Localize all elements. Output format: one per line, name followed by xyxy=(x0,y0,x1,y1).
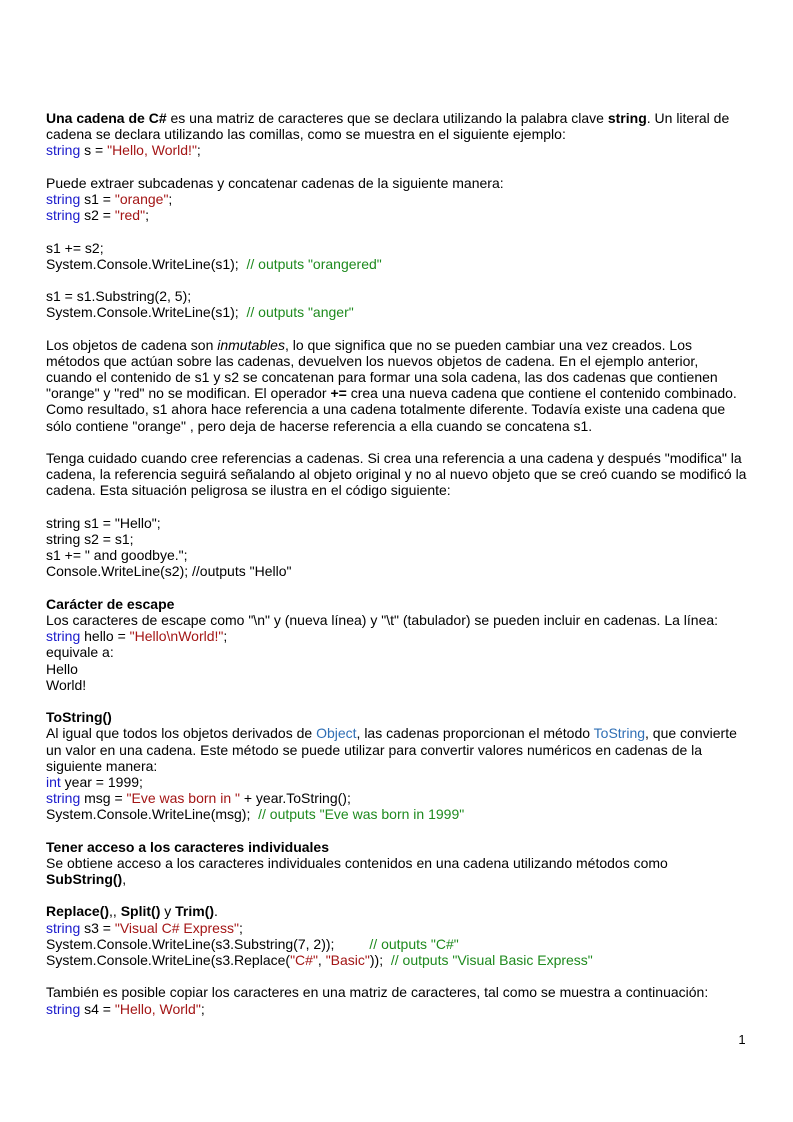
code-line xyxy=(46,806,748,822)
code-line xyxy=(46,1001,748,1017)
object-link[interactable]: Object xyxy=(316,725,357,742)
method-separator: . xyxy=(214,903,218,920)
code-text: ; xyxy=(196,142,201,159)
intro-text-2: . Un literal de cadena se declara utilizando las comillas, como se muestra en el siguiente ejemplo: xyxy=(46,110,730,143)
code-keyword: string xyxy=(46,790,81,807)
code-line: string s1 = "Hello"; xyxy=(46,514,161,531)
code-comment: // outputs "Eve was born in 1999" xyxy=(258,806,465,823)
code-string: "Eve was born in " xyxy=(126,790,240,807)
access-text: Se obtiene acceso a los caracteres individuales contenidos en una cadena utilizando métodos como xyxy=(46,854,668,871)
method-replace: Replace() xyxy=(46,903,110,920)
escape-heading: Carácter de escape xyxy=(46,595,175,612)
escape-equiv: equivale a: xyxy=(46,644,114,661)
code-text: )); xyxy=(369,951,391,968)
code-line: s1 = s1.Substring(2, 5); xyxy=(46,288,192,305)
code-string: "Visual C# Express" xyxy=(114,919,239,936)
code-line xyxy=(46,936,748,952)
intro-text-1: es una matriz de caracteres que se declara utilizando la palabra clave xyxy=(166,110,608,126)
code-line xyxy=(46,142,748,158)
access-heading: Tener acceso a los caracteres individuales xyxy=(46,838,330,855)
code-keyword: string xyxy=(46,142,81,159)
code-comment: // outputs "anger" xyxy=(246,304,354,321)
code-string: "C#" xyxy=(290,951,318,968)
code-text: ; xyxy=(200,1000,205,1017)
method-split: Split() xyxy=(120,903,161,920)
escape-output-line: World! xyxy=(46,676,87,693)
code-text: s2 = xyxy=(80,207,115,224)
code-string: "red" xyxy=(114,207,146,224)
code-string: "orange" xyxy=(114,190,169,207)
code-line xyxy=(46,952,748,968)
method-separator: y xyxy=(160,903,176,920)
document-page xyxy=(46,110,748,1017)
code-text: hello = xyxy=(80,628,130,645)
code-text: System.Console.WriteLine(msg); xyxy=(46,806,259,823)
code-text: System.Console.WriteLine(s3.Replace( xyxy=(46,951,291,968)
immutable-text-3: crea una nueva cadena que contiene el contenido combinado. Como resultado, s1 ahora hace referencia a una cadena totalmente diferente. Todavía existe una cadena que sólo contiene "orange" , pero deja de hacerse referencia a ella cuando se concatena s1. xyxy=(46,385,737,434)
code-line xyxy=(46,207,748,223)
code-keyword: string xyxy=(46,1000,81,1017)
tostring-text-2: , las cadenas proporcionan el método xyxy=(356,725,594,742)
code-text: System.Console.WriteLine(s1); xyxy=(46,304,247,321)
code-keyword: string xyxy=(46,919,81,936)
careful-paragraph: Tenga cuidado cuando cree referencias a cadenas. Si crea una referencia a una cadena y después "modifica" la cadena, la referencia seguirá señalando al objeto original y no al nuevo objeto que se creó cuando se modificó la cadena. Esta situación peligrosa se ilustra en el código siguiente: xyxy=(46,450,747,499)
code-text: s3 = xyxy=(80,919,115,936)
code-keyword: int xyxy=(46,773,61,790)
code-string: "Hello, World!" xyxy=(107,142,197,159)
copy-text: También es posible copiar los caracteres en una matriz de caracteres, tal como se muestra a continuación: xyxy=(46,984,709,1001)
code-comment: // outputs "Visual Basic Express" xyxy=(390,951,593,968)
code-text: ; xyxy=(223,628,228,645)
page-number: 1 xyxy=(738,1032,746,1047)
code-line xyxy=(46,790,748,806)
code-text: , xyxy=(317,951,326,968)
immutable-text-2: , lo que significa que no se pueden cambiar una vez creados. Los métodos que actúan sobre las cadenas, devuelven los nuevos objetos de cadena. En el ejemplo anterior, cuando el contenido de s1 y s2 se concatenan para formar una sola cadena, las dos cadenas que contienen "orange" y "red" no se modifican. El operador xyxy=(46,336,718,402)
method-separator: ,, xyxy=(109,903,121,920)
escape-output-line: Hello xyxy=(46,660,78,677)
tostring-link[interactable]: ToString xyxy=(593,725,646,742)
immutable-operator: += xyxy=(330,385,347,402)
tostring-heading: ToString() xyxy=(46,709,112,726)
code-line xyxy=(46,774,748,790)
code-text: s = xyxy=(80,142,108,159)
code-line xyxy=(46,920,748,936)
code-text: s4 = xyxy=(80,1000,115,1017)
code-line: Console.WriteLine(s2); //outputs "Hello" xyxy=(46,563,292,580)
method-substring: SubString() xyxy=(46,871,123,888)
code-text: msg = xyxy=(80,790,127,807)
immutable-text-1: Los objetos de cadena son xyxy=(46,336,218,353)
code-text: + year.ToString(); xyxy=(239,790,351,807)
code-string: "Hello\nWorld!" xyxy=(129,628,224,645)
code-text: System.Console.WriteLine(s3.Substring(7, 2)); xyxy=(46,935,370,952)
code-line: s1 += s2; xyxy=(46,239,104,256)
code-line: string s2 = s1; xyxy=(46,531,134,548)
extract-paragraph: Puede extraer subcadenas y concatenar cadenas de la siguiente manera: xyxy=(46,174,504,191)
code-string: "Basic" xyxy=(325,951,370,968)
immutable-paragraph xyxy=(46,337,748,434)
code-text: ; xyxy=(238,919,243,936)
code-comment: // outputs "orangered" xyxy=(246,255,382,272)
code-line xyxy=(46,256,748,272)
tostring-text-3: , que convierte un valor en una cadena. Este método se puede utilizar para convertir valores numéricos en cadenas de la siguiente manera: xyxy=(46,725,737,774)
code-text: s1 = xyxy=(80,190,115,207)
code-keyword: string xyxy=(46,190,81,207)
code-line xyxy=(46,191,748,207)
code-line xyxy=(46,628,748,644)
intro-paragraph xyxy=(46,110,748,142)
access-methods-line-1 xyxy=(46,871,748,887)
code-text: System.Console.WriteLine(s1); xyxy=(46,255,247,272)
immutable-italic: inmutables xyxy=(217,336,285,353)
intro-bold-prefix: Una cadena de C# xyxy=(46,110,167,126)
method-separator: , xyxy=(122,871,127,888)
code-line xyxy=(46,304,748,320)
code-text: ; xyxy=(145,207,149,224)
method-trim: Trim() xyxy=(175,903,215,920)
tostring-text-1: Al igual que todos los objetos derivados de xyxy=(46,725,317,742)
code-text: ; xyxy=(168,190,173,207)
escape-text: Los caracteres de escape como "\n" y (nueva línea) y "\t" (tabulador) se pueden incluir en cadenas. La línea: xyxy=(46,611,719,628)
tostring-paragraph xyxy=(46,725,748,774)
code-keyword: string xyxy=(46,207,81,224)
access-methods-line-2 xyxy=(46,903,748,919)
code-string: "Hello, World" xyxy=(114,1000,201,1017)
code-line: s1 += " and goodbye."; xyxy=(46,547,188,564)
code-comment: // outputs "C#" xyxy=(369,935,459,952)
intro-bold-keyword: string xyxy=(607,110,647,126)
code-keyword: string xyxy=(46,628,81,645)
code-text: year = 1999; xyxy=(60,773,143,790)
